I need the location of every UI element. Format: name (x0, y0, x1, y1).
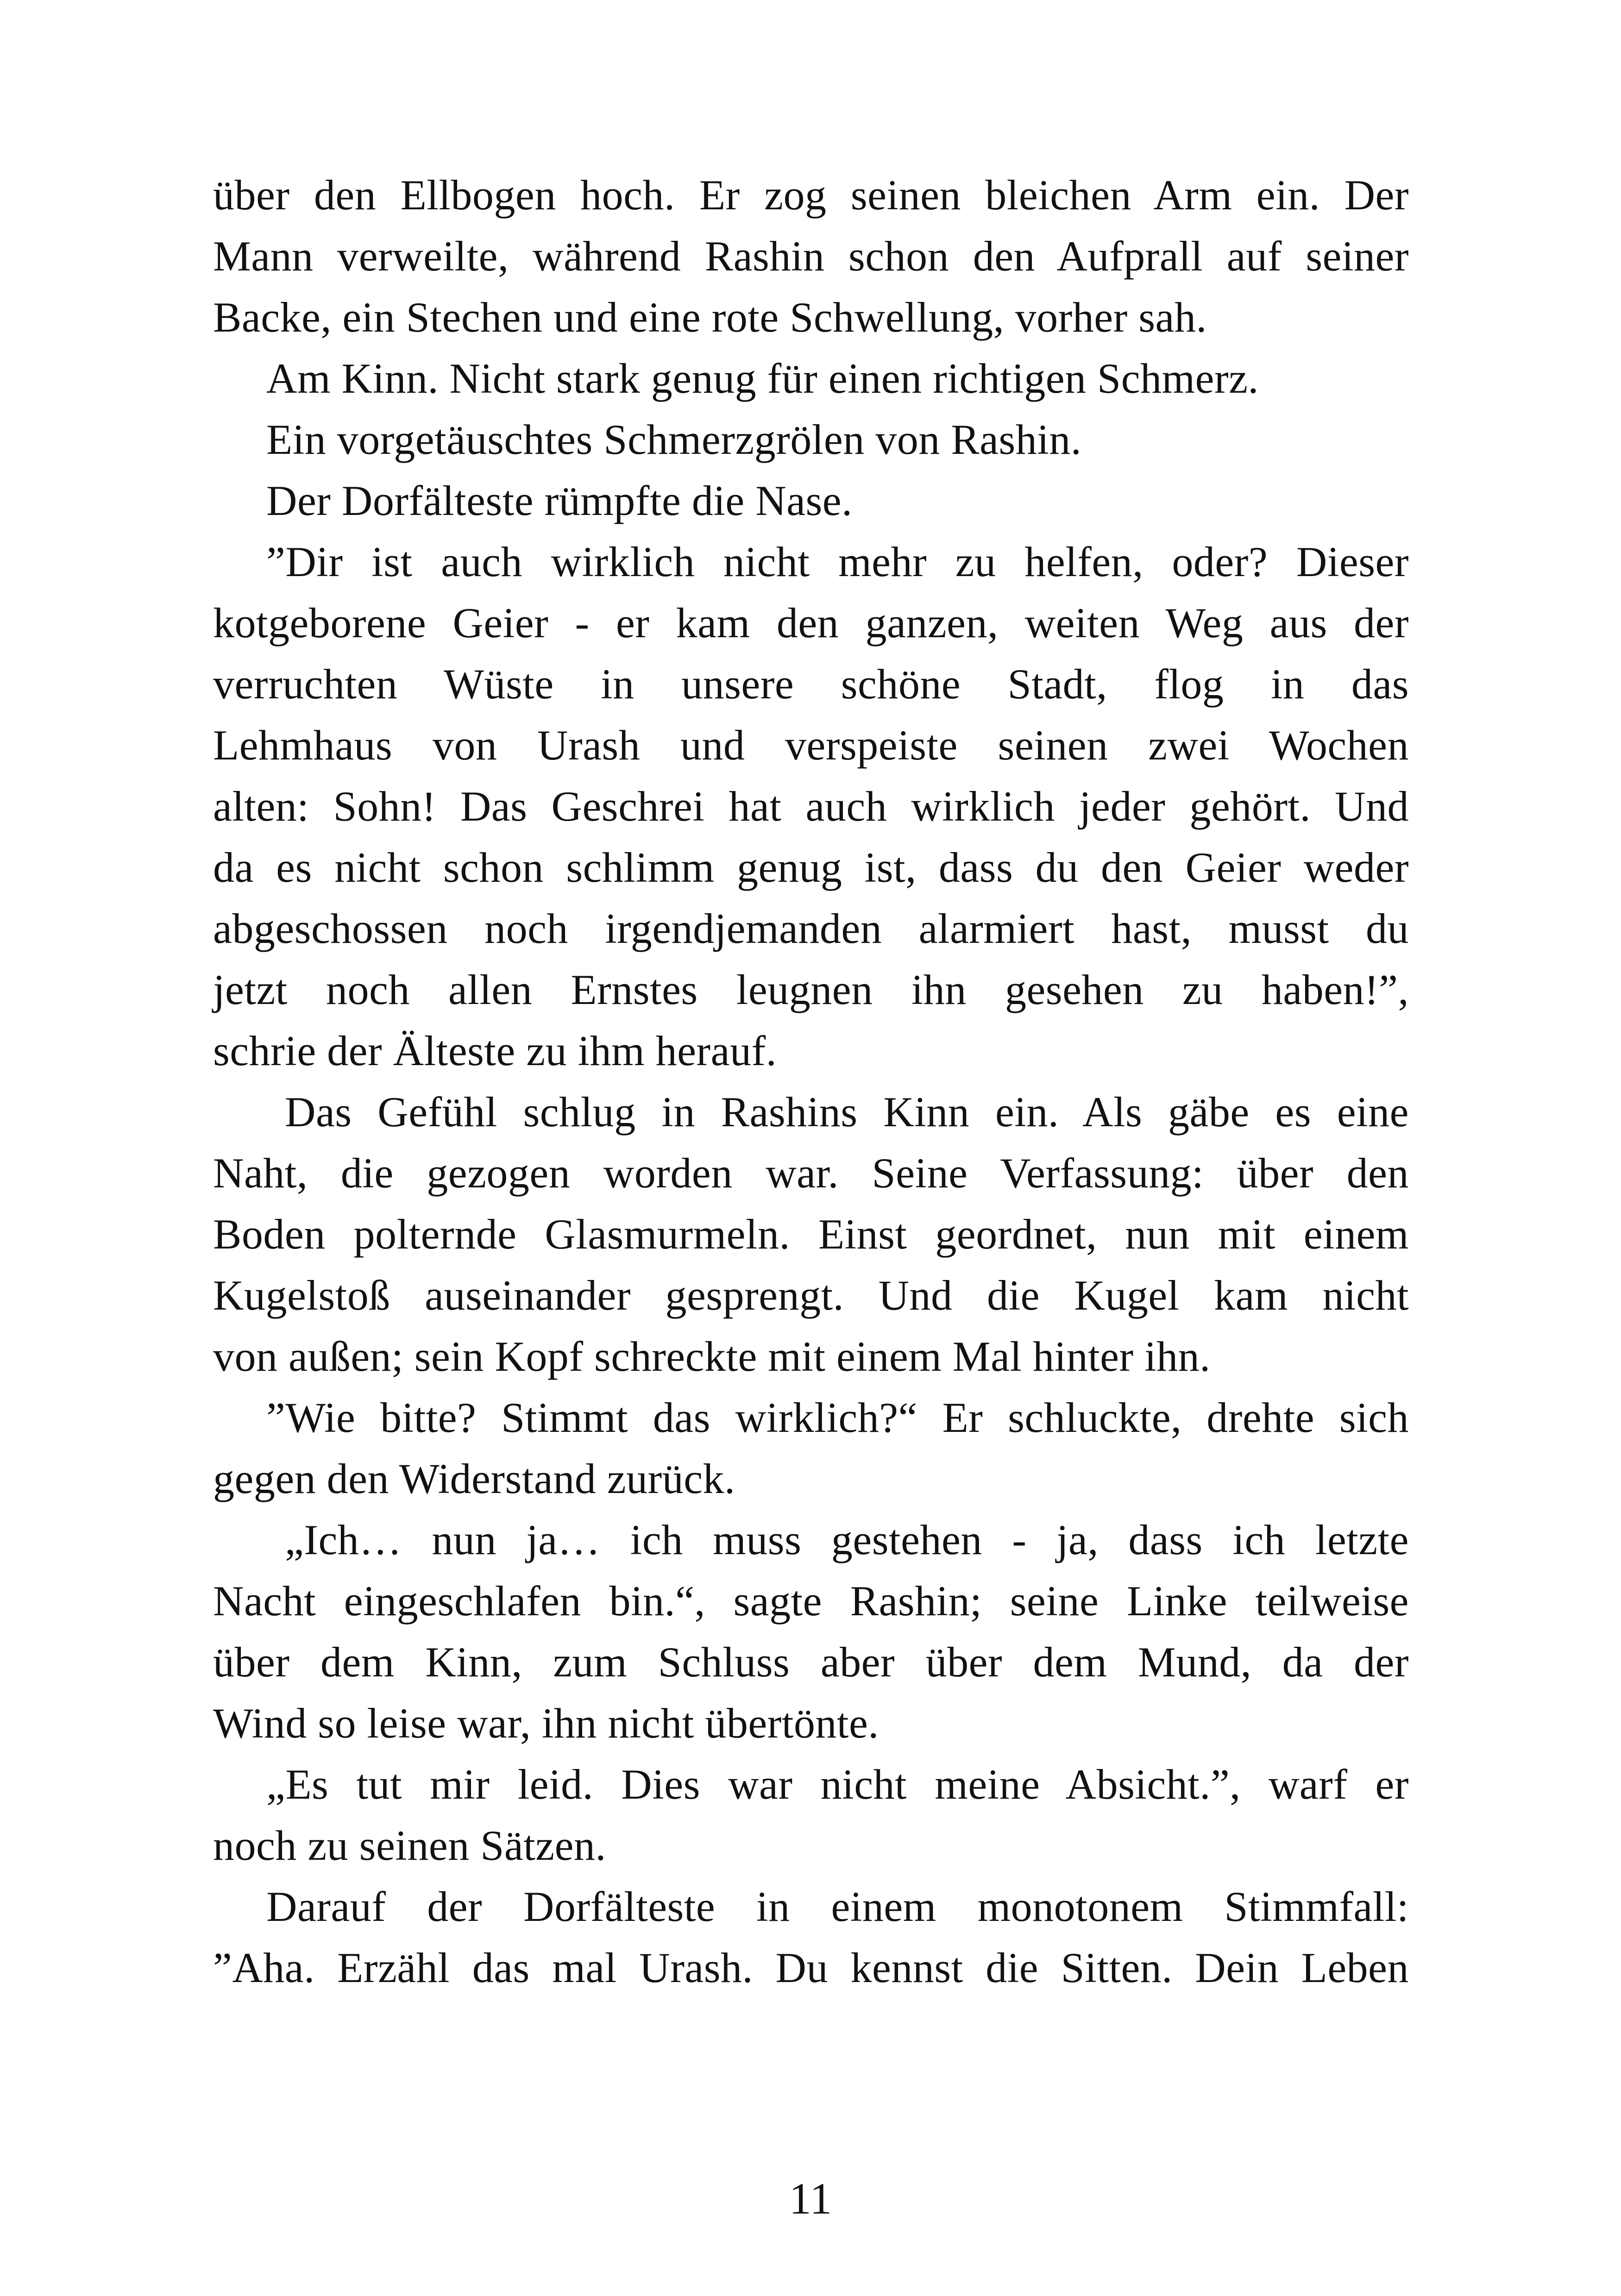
text-line: über dem Kinn, zum Schluss aber über dem Mund, da der (213, 1638, 1409, 1686)
text-line: „Es tut mir leid. Dies war nicht meine Absicht.”, warf er (266, 1761, 1409, 1808)
text-line: Naht, die gezogen worden war. Seine Verfassung: über den (213, 1149, 1409, 1197)
text-line: ”Dir ist auch wirklich nicht mehr zu helfen, oder? Dieser (266, 538, 1409, 585)
text-line: Das Gefühl schlug in Rashins Kinn ein. Als gäbe es eine (285, 1088, 1409, 1135)
text-line: schrie der Älteste zu ihm herauf. (213, 1027, 777, 1074)
page-number: 11 (789, 2174, 832, 2223)
text-line: da es nicht schon schlimm genug ist, dass du den Geier weder (213, 844, 1409, 891)
text-line: Lehmhaus von Urash und verspeiste seinen zwei Wochen (213, 721, 1409, 769)
text-line: verruchten Wüste in unsere schöne Stadt, flog in das (213, 660, 1409, 708)
text-line: Mann verweilte, während Rashin schon den Aufprall auf seiner (213, 232, 1409, 280)
text-line: Der Dorfälteste rümpfte die Nase. (266, 477, 853, 524)
text-line: von außen; sein Kopf schreckte mit einem Mal hinter ihn. (213, 1333, 1211, 1380)
text-line: Backe, ein Stechen und eine rote Schwellung, vorher sah. (213, 294, 1207, 341)
body-text (213, 164, 1409, 1998)
text-line: Kugelstoß auseinander gesprengt. Und die Kugel kam nicht (213, 1272, 1409, 1319)
text-line: ”Aha. Erzähl das mal Urash. Du kennst die Sitten. Dein Leben (213, 1944, 1409, 1991)
text-line: Ein vorgetäuschtes Schmerzgrölen von Rashin. (266, 416, 1082, 463)
text-line: Darauf der Dorfälteste in einem monotonem Stimmfall: (266, 1883, 1409, 1930)
text-line: abgeschossen noch irgendjemanden alarmiert hast, musst du (213, 905, 1409, 952)
text-line: über den Ellbogen hoch. Er zog seinen bleichen Arm ein. Der (213, 171, 1409, 219)
text-line: Boden polternde Glasmurmeln. Einst geordnet, nun mit einem (213, 1211, 1409, 1258)
text-line: jetzt noch allen Ernstes leugnen ihn gesehen zu haben!”, (213, 966, 1409, 1013)
text-line: Nacht eingeschlafen bin.“, sagte Rashin; seine Linke teilweise (213, 1577, 1409, 1625)
text-line: Wind so leise war, ihn nicht übertönte. (213, 1700, 879, 1747)
text-line: ”Wie bitte? Stimmt das wirklich?“ Er schluckte, drehte sich (266, 1394, 1409, 1441)
text-line: alten: Sohn! Das Geschrei hat auch wirklich jeder gehört. Und (213, 783, 1409, 830)
text-line: Am Kinn. Nicht stark genug für einen richtigen Schmerz. (266, 355, 1259, 402)
text-line: kotgeborene Geier - er kam den ganzen, weiten Weg aus der (213, 599, 1409, 646)
text-line: „Ich… nun ja… ich muss gestehen - ja, dass ich letzte (285, 1516, 1409, 1563)
text-line: noch zu seinen Sätzen. (213, 1822, 606, 1869)
text-line: gegen den Widerstand zurück. (213, 1455, 735, 1502)
